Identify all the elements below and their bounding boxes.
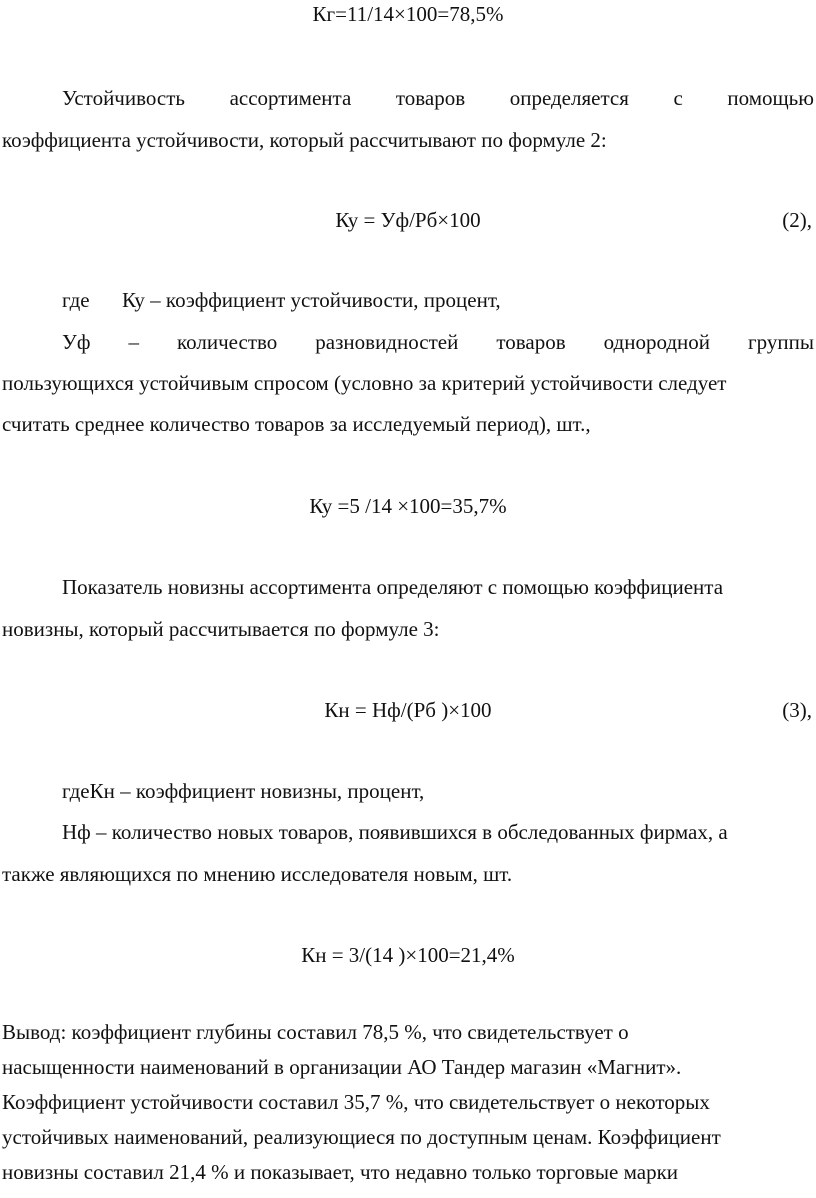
- word: количество: [177, 330, 278, 354]
- conclusion-line-3: Коэффициент устойчивости составил 35,7 %, что свидетельствует о некоторых: [2, 1090, 710, 1114]
- formula-2-number: (2),: [782, 208, 812, 232]
- word: с: [673, 86, 683, 110]
- uf-definition-line-2: пользующихся устойчивым спросом (условно за критерий устойчивости следует: [2, 371, 727, 395]
- ku-result-formula: Ку =5 /14 ×100=35,7%: [309, 494, 507, 518]
- word: однородной: [603, 330, 710, 354]
- word: группы: [748, 330, 814, 354]
- formula-3-expression: Кн = Нф/(Рб )×100: [324, 698, 492, 722]
- word: определяется: [509, 86, 629, 110]
- word: товаров: [395, 86, 466, 110]
- formula-2-expression: Ку = Уф/Рб×100: [335, 208, 481, 232]
- conclusion-line-2: насыщенности наименований в организации АО Тандер магазин «Магнит».: [2, 1055, 682, 1079]
- where-kn-definition: гдеКн – коэффициент новизны, процент,: [62, 779, 425, 803]
- where-label: где: [62, 288, 90, 312]
- nf-definition-line-1: Нф – количество новых товаров, появившихся в обследованных фирмах, а: [62, 820, 728, 844]
- paragraph-stability-line-1: [62, 84, 814, 112]
- word: Устойчивость: [62, 86, 185, 110]
- word: ассортимента: [229, 86, 352, 110]
- paragraph-stability-line-2: коэффициента устойчивости, который рассчитывают по формуле 2:: [2, 128, 607, 152]
- conclusion-line-4: устойчивых наименований, реализующиеся по доступным ценам. Коэффициент: [2, 1125, 721, 1149]
- nf-definition-line-2: также являющихся по мнению исследователя новым, шт.: [2, 862, 513, 886]
- kg-result-formula: Кг=11/14×100=78,5%: [312, 2, 504, 26]
- paragraph-novelty-line-2: новизны, который рассчитывается по формуле 3:: [2, 617, 440, 641]
- word: товаров: [496, 330, 566, 354]
- kn-result-formula: Кн = 3/(14 )×100=21,4%: [301, 943, 515, 967]
- uf-definition-line-3: считать среднее количество товаров за исследуемый период), шт.,: [2, 412, 591, 436]
- word: помощью: [727, 86, 814, 110]
- conclusion-line-5: новизны составил 21,4 % и показывает, что недавно только торговые марки: [2, 1160, 679, 1184]
- word: разновидностей: [315, 330, 459, 354]
- uf-definition-line-1: [62, 328, 814, 356]
- word: –: [128, 330, 139, 354]
- where-ku-definition: [62, 286, 814, 314]
- where-ku-text: Ку – коэффициент устойчивости, процент,: [122, 288, 501, 312]
- conclusion-line-1: Вывод: коэффициент глубины составил 78,5 %, что свидетельствует о: [2, 1020, 629, 1044]
- word: Уф: [62, 330, 91, 354]
- formula-3-number: (3),: [782, 698, 812, 722]
- paragraph-novelty-line-1: Показатель новизны ассортимента определяют с помощью коэффициента: [62, 575, 724, 599]
